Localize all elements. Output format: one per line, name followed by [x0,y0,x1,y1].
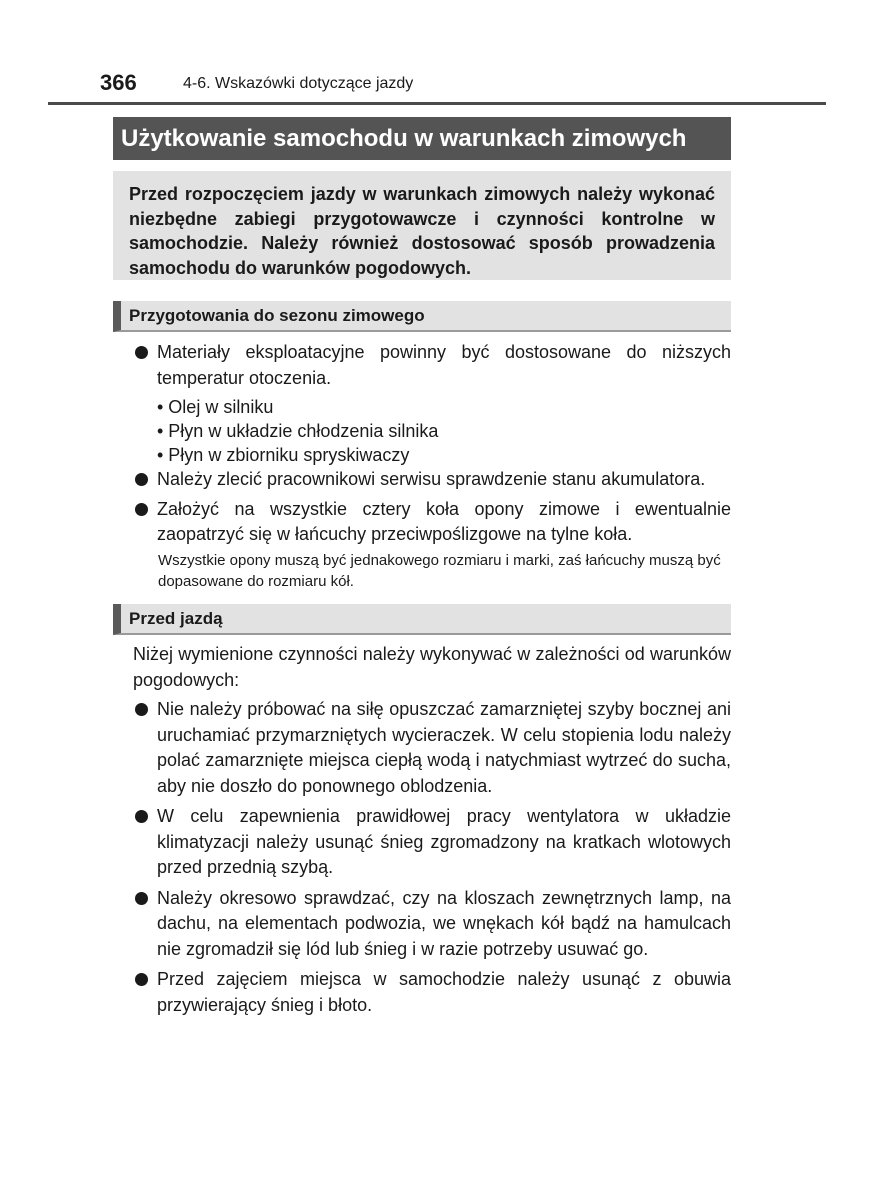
list-item [133,804,731,881]
list-item-text: Nie należy próbować na siłę opuszczać zamarzniętej szyby bocznej ani uruchamiać przymarzniętych wycieraczek. W celu stopienia lodu należy polać zamarznięte miejsca ciepłą wodą i natychmiast wytrzeć do sucha, aby nie doszło do ponownego oblodzenia. [157,699,731,796]
sub-list-item: • Płyn w zbiorniku spryskiwaczy [157,445,410,465]
list-item [133,886,731,963]
list-item [133,497,731,548]
bullet-icon [135,503,148,516]
section-before-driving [133,642,731,1018]
bullet-icon [135,810,148,823]
list-item [133,967,731,1018]
subheading-before-driving: Przed jazdą [113,604,731,635]
page-header [48,70,826,105]
list-item [133,340,731,391]
subheading-winter-preparation: Przygotowania do sezonu zimowego [113,301,731,332]
bullet-icon [135,703,148,716]
bullet-icon [135,973,148,986]
list-item-text: Założyć na wszystkie cztery koła opony zimowe i ewentualnie zaopatrzyć się w łańcuchy przeciwpoślizgowe na tylne koła. [157,498,731,544]
sub-list-item: • Olej w silniku [157,397,274,417]
list-item-text: Materiały eksploatacyjne powinny być dostosowane do niższych temperatur otoczenia. [157,342,731,388]
page-title: Użytkowanie samochodu w warunkach zimowych [113,117,731,160]
fluid-list [133,395,731,467]
section-intro: Niżej wymienione czynności należy wykonywać w zależności od warunków pogodowych: [133,644,731,690]
note-text: Wszystkie opony muszą być jednakowego rozmiaru i marki, zaś łańcuchy muszą być dopasowane do rozmiaru kół. [158,551,721,590]
bullet-icon [135,346,148,359]
intro-box: Przed rozpoczęciem jazdy w warunkach zimowych należy wykonać niezbędne zabiegi przygotowawcze i czynności kontrolne w samochodzie. Należy również dostosować sposób prowadzenia samochodu do warunków pogodowych. [113,171,731,280]
section-path: 4-6. Wskazówki dotyczące jazdy [183,75,414,92]
list-item-text: Należy zlecić pracownikowi serwisu sprawdzenie stanu akumulatora. [157,469,706,489]
list-item-text: Przed zajęciem miejsca w samochodzie należy usunąć z obuwia przywierający śnieg i błoto. [157,969,731,1015]
list-item [133,467,731,493]
bullet-icon [135,473,148,486]
list-item [133,697,731,799]
list-item-text: Należy okresowo sprawdzać, czy na kloszach zewnętrznych lamp, na dachu, na elementach podwozia, we wnękach kół bądź na hamulcach nie zgromadził się lód lub śnieg i w razie potrzeby usuwać go. [157,887,731,959]
bullet-icon [135,892,148,905]
sub-list-item: • Płyn w układzie chłodzenia silnika [157,421,439,441]
section-winter-preparation [133,340,731,592]
page-number: 366 [100,70,137,95]
list-item-text: W celu zapewnienia prawidłowej pracy wentylatora w układzie klimatyzacji należy usunąć śnieg zgromadzony na kratkach wlotowych przed przednią szybą. [157,806,731,877]
